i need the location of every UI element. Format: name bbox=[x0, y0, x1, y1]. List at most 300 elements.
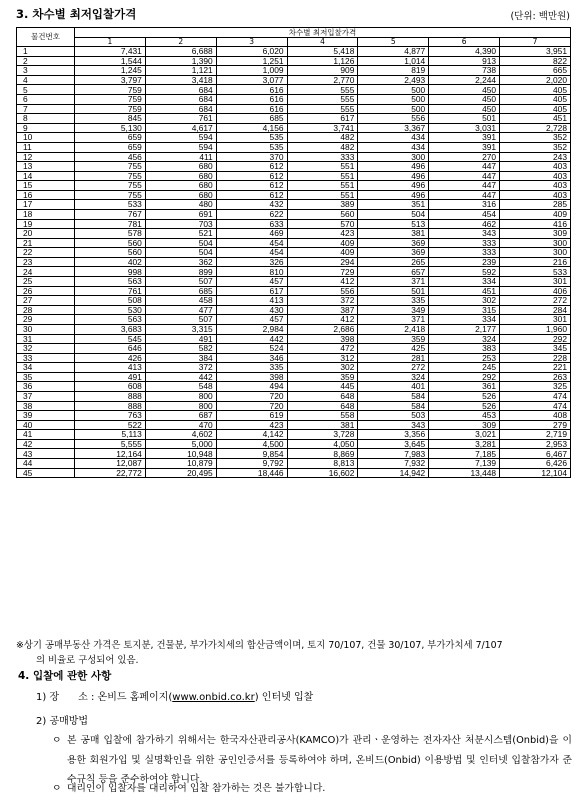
table-row bbox=[17, 181, 571, 191]
round-6-price-cell: 361 bbox=[429, 382, 500, 392]
round-7-price-cell: 1,960 bbox=[500, 324, 571, 334]
table-row bbox=[17, 449, 571, 459]
round-2-price-cell: 680 bbox=[145, 181, 216, 191]
round-1-price-cell: 755 bbox=[75, 162, 146, 172]
round-1-price-cell: 560 bbox=[75, 238, 146, 248]
round-6-price-cell: 738 bbox=[429, 66, 500, 76]
round-2-price-cell: 594 bbox=[145, 133, 216, 143]
item-number-cell: 1 bbox=[17, 47, 75, 57]
bid-location-item bbox=[36, 688, 313, 703]
round-7-price-cell: 474 bbox=[500, 391, 571, 401]
round-4-price-cell: 8,869 bbox=[287, 449, 358, 459]
round-5-price-cell: 381 bbox=[358, 229, 429, 239]
round-4-price-cell: 412 bbox=[287, 277, 358, 287]
round-6-price-cell: 315 bbox=[429, 305, 500, 315]
round-2-price-cell: 442 bbox=[145, 372, 216, 382]
table-row bbox=[17, 152, 571, 162]
table-row bbox=[17, 219, 571, 229]
round-1-price-cell: 508 bbox=[75, 296, 146, 306]
item-number-cell: 42 bbox=[17, 439, 75, 449]
round-2-price-cell: 4,602 bbox=[145, 430, 216, 440]
round-5-price-cell: 371 bbox=[358, 315, 429, 325]
round-5-price-cell: 434 bbox=[358, 142, 429, 152]
round-4-price-cell: 5,418 bbox=[287, 47, 358, 57]
round-6-price-cell: 447 bbox=[429, 181, 500, 191]
item-number-cell: 45 bbox=[17, 468, 75, 478]
round-4-price-cell: 555 bbox=[287, 104, 358, 114]
round-2-price-cell: 491 bbox=[145, 334, 216, 344]
round-3-price-cell: 720 bbox=[216, 401, 287, 411]
round-1-price-cell: 3,797 bbox=[75, 75, 146, 85]
round-2-price-cell: 458 bbox=[145, 296, 216, 306]
round-7-price-cell: 352 bbox=[500, 142, 571, 152]
round-3-price-cell: 469 bbox=[216, 229, 287, 239]
round-4-price-cell: 372 bbox=[287, 296, 358, 306]
round-5-price-cell: 359 bbox=[358, 334, 429, 344]
round-6-price-cell: 3,281 bbox=[429, 439, 500, 449]
round-5-price-cell: 371 bbox=[358, 277, 429, 287]
round-3-price-cell: 335 bbox=[216, 363, 287, 373]
round-1-price-cell: 3,683 bbox=[75, 324, 146, 334]
item-number-cell: 17 bbox=[17, 200, 75, 210]
round-1-price-cell: 759 bbox=[75, 104, 146, 114]
round-3-price-cell: 3,077 bbox=[216, 75, 287, 85]
round-5-price-cell: 584 bbox=[358, 401, 429, 411]
round-1-price-cell: 491 bbox=[75, 372, 146, 382]
item-number-cell: 3 bbox=[17, 66, 75, 76]
round-4-price-cell: 387 bbox=[287, 305, 358, 315]
round-5-price-cell: 349 bbox=[358, 305, 429, 315]
round-2-price-cell: 899 bbox=[145, 267, 216, 277]
round-7-price-cell: 292 bbox=[500, 334, 571, 344]
round-4-price-cell: 551 bbox=[287, 190, 358, 200]
round-3-price-cell: 4,142 bbox=[216, 430, 287, 440]
round-6-price-cell: 447 bbox=[429, 171, 500, 181]
table-row bbox=[17, 324, 571, 334]
round-5-price-cell: 343 bbox=[358, 420, 429, 430]
round-4-price-cell: 482 bbox=[287, 133, 358, 143]
round-5-price-cell: 496 bbox=[358, 181, 429, 191]
round-4-price-cell: 4,050 bbox=[287, 439, 358, 449]
header-round-6: 6 bbox=[429, 37, 500, 47]
round-7-price-cell: 533 bbox=[500, 267, 571, 277]
item-number-cell: 35 bbox=[17, 372, 75, 382]
round-2-price-cell: 761 bbox=[145, 114, 216, 124]
round-2-price-cell: 3,418 bbox=[145, 75, 216, 85]
table-row bbox=[17, 47, 571, 57]
round-7-price-cell: 403 bbox=[500, 190, 571, 200]
round-4-price-cell: 16,602 bbox=[287, 468, 358, 478]
table-row bbox=[17, 420, 571, 430]
round-5-price-cell: 500 bbox=[358, 95, 429, 105]
round-5-price-cell: 513 bbox=[358, 219, 429, 229]
round-7-price-cell: 403 bbox=[500, 162, 571, 172]
table-row bbox=[17, 468, 571, 478]
round-4-price-cell: 412 bbox=[287, 315, 358, 325]
table-row bbox=[17, 363, 571, 373]
round-1-price-cell: 646 bbox=[75, 344, 146, 354]
table-row bbox=[17, 75, 571, 85]
round-1-price-cell: 767 bbox=[75, 209, 146, 219]
min-bid-price-table bbox=[16, 27, 571, 478]
round-7-price-cell: 228 bbox=[500, 353, 571, 363]
round-4-price-cell: 729 bbox=[287, 267, 358, 277]
header-round-group: 차수별 최저입찰가격 bbox=[75, 28, 571, 38]
round-5-price-cell: 265 bbox=[358, 257, 429, 267]
table-row bbox=[17, 315, 571, 325]
table-row bbox=[17, 95, 571, 105]
table-row bbox=[17, 353, 571, 363]
round-4-price-cell: 551 bbox=[287, 162, 358, 172]
header-round-2: 2 bbox=[145, 37, 216, 47]
item-number-cell: 40 bbox=[17, 420, 75, 430]
item-number-cell: 23 bbox=[17, 257, 75, 267]
round-7-price-cell: 409 bbox=[500, 209, 571, 219]
round-6-price-cell: 2,177 bbox=[429, 324, 500, 334]
round-1-price-cell: 763 bbox=[75, 411, 146, 421]
round-3-price-cell: 535 bbox=[216, 142, 287, 152]
item-number-cell: 38 bbox=[17, 401, 75, 411]
round-7-price-cell: 3,951 bbox=[500, 47, 571, 57]
round-7-price-cell: 325 bbox=[500, 382, 571, 392]
round-2-price-cell: 20,495 bbox=[145, 468, 216, 478]
round-7-price-cell: 2,728 bbox=[500, 123, 571, 133]
round-3-price-cell: 619 bbox=[216, 411, 287, 421]
round-4-price-cell: 472 bbox=[287, 344, 358, 354]
round-7-price-cell: 6,467 bbox=[500, 449, 571, 459]
round-5-price-cell: 434 bbox=[358, 133, 429, 143]
round-7-price-cell: 2,020 bbox=[500, 75, 571, 85]
round-3-price-cell: 810 bbox=[216, 267, 287, 277]
round-2-price-cell: 684 bbox=[145, 85, 216, 95]
round-2-price-cell: 5,000 bbox=[145, 439, 216, 449]
round-7-price-cell: 403 bbox=[500, 171, 571, 181]
round-5-price-cell: 501 bbox=[358, 286, 429, 296]
round-4-price-cell: 555 bbox=[287, 85, 358, 95]
round-7-price-cell: 416 bbox=[500, 219, 571, 229]
item-number-cell: 4 bbox=[17, 75, 75, 85]
round-7-price-cell: 474 bbox=[500, 401, 571, 411]
round-1-price-cell: 530 bbox=[75, 305, 146, 315]
round-4-price-cell: 648 bbox=[287, 401, 358, 411]
round-6-price-cell: 526 bbox=[429, 401, 500, 411]
round-2-price-cell: 470 bbox=[145, 420, 216, 430]
round-1-price-cell: 998 bbox=[75, 267, 146, 277]
round-3-price-cell: 346 bbox=[216, 353, 287, 363]
round-4-price-cell: 556 bbox=[287, 286, 358, 296]
round-4-price-cell: 294 bbox=[287, 257, 358, 267]
round-4-price-cell: 558 bbox=[287, 411, 358, 421]
item-number-cell: 5 bbox=[17, 85, 75, 95]
round-4-price-cell: 617 bbox=[287, 114, 358, 124]
round-7-price-cell: 300 bbox=[500, 238, 571, 248]
bullet-mark: ㅇ bbox=[52, 783, 62, 794]
round-2-price-cell: 477 bbox=[145, 305, 216, 315]
table-row bbox=[17, 459, 571, 469]
round-4-price-cell: 333 bbox=[287, 152, 358, 162]
round-6-price-cell: 7,139 bbox=[429, 459, 500, 469]
round-3-price-cell: 612 bbox=[216, 181, 287, 191]
round-1-price-cell: 888 bbox=[75, 401, 146, 411]
item-number-cell: 2 bbox=[17, 56, 75, 66]
round-3-price-cell: 524 bbox=[216, 344, 287, 354]
table-row bbox=[17, 200, 571, 210]
round-2-price-cell: 507 bbox=[145, 277, 216, 287]
round-6-price-cell: 292 bbox=[429, 372, 500, 382]
round-3-price-cell: 430 bbox=[216, 305, 287, 315]
round-6-price-cell: 592 bbox=[429, 267, 500, 277]
bullet-item-proxy bbox=[52, 779, 572, 799]
note-line-1: ※상기 공매부동산 가격은 토지분, 건물분, 부가가치세의 합산금액이며, 토지 70/107, 건물 30/107, 부가가치세 7/107 bbox=[16, 640, 503, 651]
round-1-price-cell: 845 bbox=[75, 114, 146, 124]
item-number-cell: 29 bbox=[17, 315, 75, 325]
round-2-price-cell: 507 bbox=[145, 315, 216, 325]
round-4-price-cell: 312 bbox=[287, 353, 358, 363]
round-5-price-cell: 3,367 bbox=[358, 123, 429, 133]
round-3-price-cell: 685 bbox=[216, 114, 287, 124]
round-4-price-cell: 359 bbox=[287, 372, 358, 382]
item-number-cell: 11 bbox=[17, 142, 75, 152]
round-4-price-cell: 570 bbox=[287, 219, 358, 229]
auction-method-label: 2) 공매방법 bbox=[36, 716, 89, 727]
round-7-price-cell: 2,953 bbox=[500, 439, 571, 449]
bullet-text-registration: 본 공매 입찰에 참가하기 위해서는 한국자산관리공사(KAMCO)가 관리ㆍ운영하는 전자자산 처분시스템(Onbid)을 이용한 회원가입 및 실명확인을 위한 공인인증서를 등록하여야 하며, 온비드(Onbid) 이용방법 및 인터넷 입찰참가자 준수규칙 등을 준수하여야 합니다. bbox=[67, 735, 572, 785]
round-1-price-cell: 608 bbox=[75, 382, 146, 392]
round-7-price-cell: 272 bbox=[500, 296, 571, 306]
table-row bbox=[17, 344, 571, 354]
item-number-cell: 14 bbox=[17, 171, 75, 181]
round-6-price-cell: 462 bbox=[429, 219, 500, 229]
round-1-price-cell: 12,087 bbox=[75, 459, 146, 469]
header-round-4: 4 bbox=[287, 37, 358, 47]
table-row bbox=[17, 439, 571, 449]
round-5-price-cell: 2,418 bbox=[358, 324, 429, 334]
round-7-price-cell: 6,426 bbox=[500, 459, 571, 469]
round-5-price-cell: 3,356 bbox=[358, 430, 429, 440]
item-number-cell: 34 bbox=[17, 363, 75, 373]
round-3-price-cell: 1,009 bbox=[216, 66, 287, 76]
round-6-price-cell: 239 bbox=[429, 257, 500, 267]
round-5-price-cell: 4,877 bbox=[358, 47, 429, 57]
item-number-cell: 10 bbox=[17, 133, 75, 143]
round-3-price-cell: 326 bbox=[216, 257, 287, 267]
round-1-price-cell: 759 bbox=[75, 85, 146, 95]
round-6-price-cell: 333 bbox=[429, 248, 500, 258]
bullet-mark: ㅇ bbox=[52, 735, 62, 746]
round-3-price-cell: 423 bbox=[216, 420, 287, 430]
round-2-price-cell: 687 bbox=[145, 411, 216, 421]
table-row bbox=[17, 229, 571, 239]
round-3-price-cell: 9,854 bbox=[216, 449, 287, 459]
round-5-price-cell: 657 bbox=[358, 267, 429, 277]
item-number-cell: 26 bbox=[17, 286, 75, 296]
round-1-price-cell: 5,113 bbox=[75, 430, 146, 440]
round-2-price-cell: 548 bbox=[145, 382, 216, 392]
round-6-price-cell: 316 bbox=[429, 200, 500, 210]
table-row bbox=[17, 267, 571, 277]
item-number-cell: 19 bbox=[17, 219, 75, 229]
round-3-price-cell: 2,984 bbox=[216, 324, 287, 334]
round-2-price-cell: 504 bbox=[145, 238, 216, 248]
round-5-price-cell: 3,645 bbox=[358, 439, 429, 449]
round-6-price-cell: 391 bbox=[429, 133, 500, 143]
header-round-1: 1 bbox=[75, 37, 146, 47]
round-6-price-cell: 324 bbox=[429, 334, 500, 344]
round-2-price-cell: 685 bbox=[145, 286, 216, 296]
round-3-price-cell: 457 bbox=[216, 315, 287, 325]
round-3-price-cell: 442 bbox=[216, 334, 287, 344]
round-3-price-cell: 617 bbox=[216, 286, 287, 296]
table-row bbox=[17, 171, 571, 181]
round-3-price-cell: 612 bbox=[216, 190, 287, 200]
round-2-price-cell: 800 bbox=[145, 391, 216, 401]
round-6-price-cell: 334 bbox=[429, 315, 500, 325]
round-5-price-cell: 556 bbox=[358, 114, 429, 124]
round-4-price-cell: 3,728 bbox=[287, 430, 358, 440]
round-1-price-cell: 522 bbox=[75, 420, 146, 430]
round-2-price-cell: 362 bbox=[145, 257, 216, 267]
round-6-price-cell: 391 bbox=[429, 142, 500, 152]
round-3-price-cell: 616 bbox=[216, 95, 287, 105]
round-5-price-cell: 7,983 bbox=[358, 449, 429, 459]
round-3-price-cell: 6,020 bbox=[216, 47, 287, 57]
round-3-price-cell: 4,156 bbox=[216, 123, 287, 133]
round-5-price-cell: 281 bbox=[358, 353, 429, 363]
round-1-price-cell: 759 bbox=[75, 95, 146, 105]
round-6-price-cell: 383 bbox=[429, 344, 500, 354]
round-6-price-cell: 343 bbox=[429, 229, 500, 239]
round-3-price-cell: 612 bbox=[216, 162, 287, 172]
round-4-price-cell: 648 bbox=[287, 391, 358, 401]
round-4-price-cell: 409 bbox=[287, 238, 358, 248]
round-1-price-cell: 563 bbox=[75, 315, 146, 325]
item-number-cell: 28 bbox=[17, 305, 75, 315]
item-number-cell: 15 bbox=[17, 181, 75, 191]
round-3-price-cell: 454 bbox=[216, 248, 287, 258]
round-6-price-cell: 3,031 bbox=[429, 123, 500, 133]
onbid-link[interactable]: www.onbid.co.kr bbox=[172, 692, 255, 703]
round-1-price-cell: 533 bbox=[75, 200, 146, 210]
round-5-price-cell: 272 bbox=[358, 363, 429, 373]
round-7-price-cell: 263 bbox=[500, 372, 571, 382]
round-7-price-cell: 12,104 bbox=[500, 468, 571, 478]
round-6-price-cell: 253 bbox=[429, 353, 500, 363]
round-1-price-cell: 5,130 bbox=[75, 123, 146, 133]
table-row bbox=[17, 401, 571, 411]
round-5-price-cell: 369 bbox=[358, 248, 429, 258]
round-2-price-cell: 4,617 bbox=[145, 123, 216, 133]
round-7-price-cell: 309 bbox=[500, 229, 571, 239]
round-7-price-cell: 406 bbox=[500, 286, 571, 296]
round-1-price-cell: 1,245 bbox=[75, 66, 146, 76]
round-2-price-cell: 1,121 bbox=[145, 66, 216, 76]
round-2-price-cell: 680 bbox=[145, 162, 216, 172]
round-7-price-cell: 221 bbox=[500, 363, 571, 373]
round-4-price-cell: 409 bbox=[287, 248, 358, 258]
item-number-cell: 33 bbox=[17, 353, 75, 363]
round-4-price-cell: 551 bbox=[287, 171, 358, 181]
item-number-cell: 30 bbox=[17, 324, 75, 334]
item-number-cell: 7 bbox=[17, 104, 75, 114]
round-5-price-cell: 2,493 bbox=[358, 75, 429, 85]
round-7-price-cell: 665 bbox=[500, 66, 571, 76]
item-number-cell: 6 bbox=[17, 95, 75, 105]
round-2-price-cell: 521 bbox=[145, 229, 216, 239]
round-3-price-cell: 612 bbox=[216, 171, 287, 181]
round-4-price-cell: 551 bbox=[287, 181, 358, 191]
round-1-price-cell: 413 bbox=[75, 363, 146, 373]
round-3-price-cell: 616 bbox=[216, 85, 287, 95]
round-6-price-cell: 270 bbox=[429, 152, 500, 162]
round-6-price-cell: 447 bbox=[429, 162, 500, 172]
round-5-price-cell: 504 bbox=[358, 209, 429, 219]
round-4-price-cell: 381 bbox=[287, 420, 358, 430]
round-3-price-cell: 622 bbox=[216, 209, 287, 219]
item-number-cell: 41 bbox=[17, 430, 75, 440]
round-7-price-cell: 301 bbox=[500, 277, 571, 287]
item-number-cell: 22 bbox=[17, 248, 75, 258]
round-7-price-cell: 300 bbox=[500, 248, 571, 258]
round-1-price-cell: 755 bbox=[75, 190, 146, 200]
round-5-price-cell: 369 bbox=[358, 238, 429, 248]
round-1-price-cell: 426 bbox=[75, 353, 146, 363]
table-row bbox=[17, 114, 571, 124]
unit-label: (단위: 백만원) bbox=[510, 11, 570, 22]
table-row bbox=[17, 104, 571, 114]
header-round-7: 7 bbox=[500, 37, 571, 47]
round-7-price-cell: 243 bbox=[500, 152, 571, 162]
item-number-cell: 43 bbox=[17, 449, 75, 459]
round-7-price-cell: 345 bbox=[500, 344, 571, 354]
round-2-price-cell: 372 bbox=[145, 363, 216, 373]
round-5-price-cell: 500 bbox=[358, 85, 429, 95]
item-number-cell: 37 bbox=[17, 391, 75, 401]
round-1-price-cell: 563 bbox=[75, 277, 146, 287]
bid-location-suffix: ) 인터넷 입찰 bbox=[254, 692, 314, 703]
round-1-price-cell: 761 bbox=[75, 286, 146, 296]
round-5-price-cell: 496 bbox=[358, 190, 429, 200]
round-1-price-cell: 781 bbox=[75, 219, 146, 229]
item-number-cell: 44 bbox=[17, 459, 75, 469]
table-row bbox=[17, 277, 571, 287]
round-6-price-cell: 302 bbox=[429, 296, 500, 306]
round-1-price-cell: 1,544 bbox=[75, 56, 146, 66]
round-4-price-cell: 560 bbox=[287, 209, 358, 219]
round-3-price-cell: 457 bbox=[216, 277, 287, 287]
round-3-price-cell: 616 bbox=[216, 104, 287, 114]
table-row bbox=[17, 391, 571, 401]
round-4-price-cell: 445 bbox=[287, 382, 358, 392]
item-number-cell: 24 bbox=[17, 267, 75, 277]
round-3-price-cell: 720 bbox=[216, 391, 287, 401]
round-3-price-cell: 413 bbox=[216, 296, 287, 306]
round-7-price-cell: 408 bbox=[500, 411, 571, 421]
table-row bbox=[17, 66, 571, 76]
item-number-cell: 12 bbox=[17, 152, 75, 162]
item-number-cell: 27 bbox=[17, 296, 75, 306]
round-7-price-cell: 216 bbox=[500, 257, 571, 267]
round-4-price-cell: 2,686 bbox=[287, 324, 358, 334]
table-row bbox=[17, 133, 571, 143]
round-5-price-cell: 500 bbox=[358, 104, 429, 114]
item-number-cell: 9 bbox=[17, 123, 75, 133]
round-2-price-cell: 680 bbox=[145, 171, 216, 181]
table-row bbox=[17, 238, 571, 248]
round-4-price-cell: 389 bbox=[287, 200, 358, 210]
round-2-price-cell: 691 bbox=[145, 209, 216, 219]
round-7-price-cell: 284 bbox=[500, 305, 571, 315]
round-7-price-cell: 403 bbox=[500, 181, 571, 191]
